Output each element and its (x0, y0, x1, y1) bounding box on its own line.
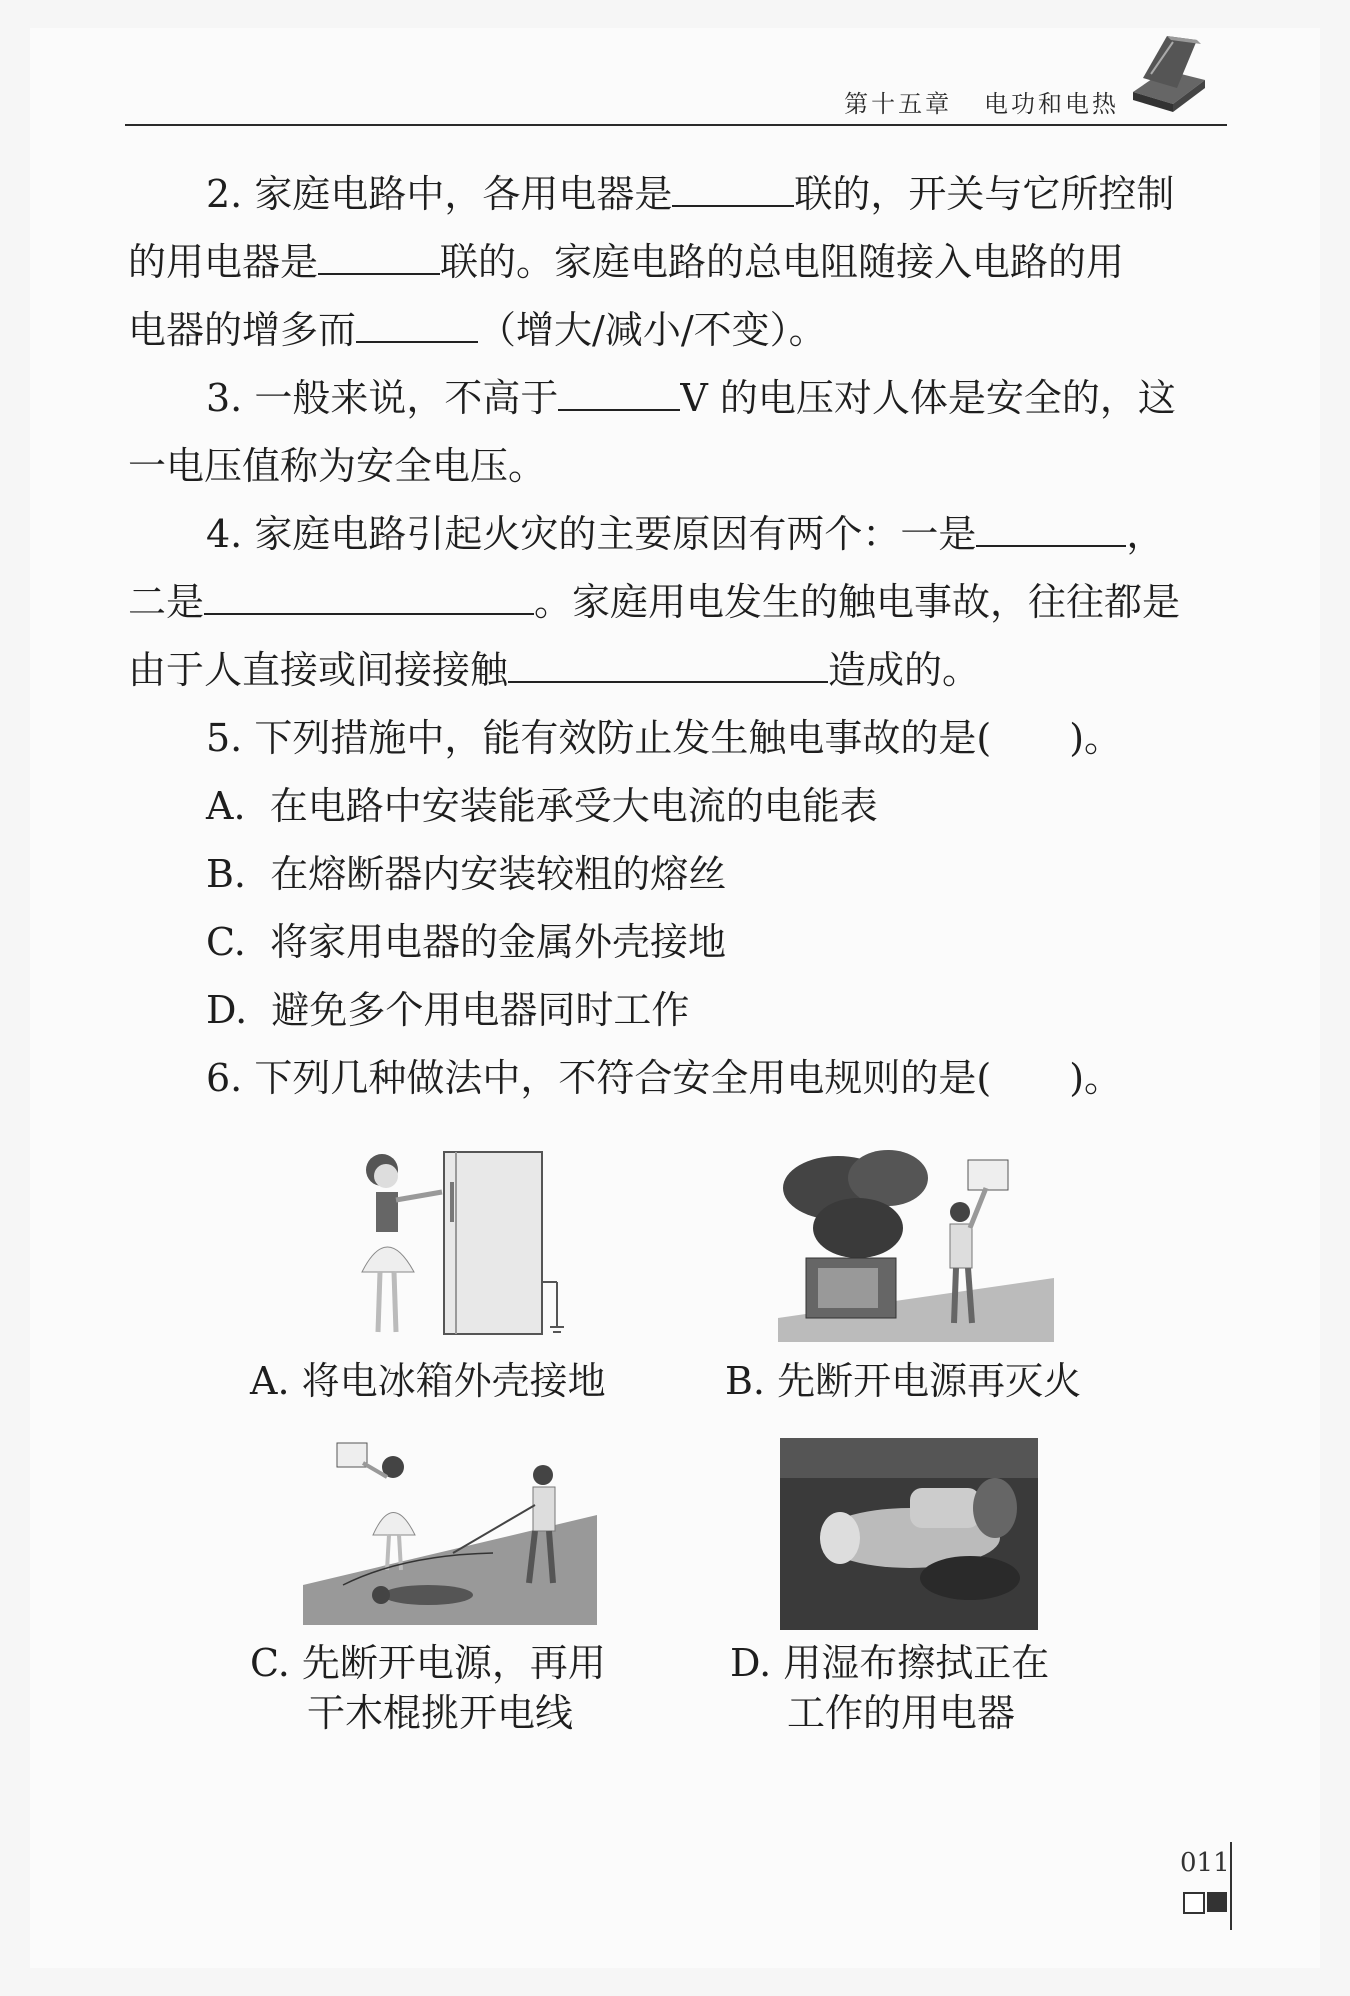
caption-c: C. 先断开电源，再用 干木棍挑开电线 (250, 1641, 606, 1735)
question-4-line2: 二是 。家庭用电发生的触电事故，往往都是 (128, 580, 1181, 624)
blank-3[interactable] (558, 375, 680, 411)
questions (128, 160, 1228, 1112)
question-2: 2. 家庭电路中，各用电器是 联的，开关与它所控制 (206, 172, 1175, 216)
option-5c[interactable]: C. 将家用电器的金属外壳接地 (206, 920, 726, 964)
question-5: 5. 下列措施中，能有效防止发生触电事故的是( )。 (206, 716, 1123, 760)
chapter-title: 第十五章 电功和电热 (844, 90, 1119, 118)
figure-d-wiping[interactable] (780, 1438, 1038, 1630)
blank-2b[interactable] (318, 239, 440, 275)
blank-4b[interactable] (204, 579, 534, 615)
caption-d: D. 用湿布擦拭正在 工作的用电器 (730, 1641, 1050, 1735)
blank-4a[interactable] (976, 511, 1126, 547)
option-5b[interactable]: B. 在熔断器内安装较粗的熔丝 (206, 852, 727, 896)
filled-square-icon (1207, 1892, 1227, 1912)
book-icon (1127, 34, 1209, 116)
caption-b: B. 先断开电源再灭火 (725, 1359, 1082, 1403)
question-6: 6. 下列几种做法中，不符合安全用电规则的是( )。 (206, 1056, 1123, 1100)
figure-a-fridge[interactable] (352, 1142, 582, 1342)
question-2-line2: 的用电器是 联的。家庭电路的总电阻随接入电路的用 (128, 240, 1125, 284)
figure-c-rescue[interactable] (303, 1435, 597, 1625)
question-4-line3: 由于人直接或间接接触 造成的。 (128, 648, 981, 692)
blank-2a[interactable] (672, 171, 794, 207)
blank-2c[interactable] (356, 307, 478, 343)
option-5a[interactable]: A. 在电路中安装能承受大电流的电能表 (206, 784, 878, 828)
blank-4c[interactable] (508, 647, 828, 683)
page-number: 011 (1180, 1848, 1230, 1878)
outline-square-icon (1183, 1892, 1205, 1914)
footer-rule (1230, 1842, 1232, 1930)
question-4: 4. 家庭电路引起火灾的主要原因有两个：一是 ， (206, 512, 1165, 556)
figure-b-fire[interactable] (778, 1148, 1054, 1342)
option-5d[interactable]: D. 避免多个用电器同时工作 (206, 988, 690, 1032)
question-3: 3. 一般来说，不高于 V 的电压对人体是安全的，这 (206, 376, 1176, 420)
caption-a: A. 将电冰箱外壳接地 (250, 1359, 606, 1403)
question-2-line3: 电器的增多而 （增大/减小/不变）。 (128, 308, 827, 352)
question-3-line2: 一电压值称为安全电压。 (128, 444, 547, 488)
page-header (125, 72, 1227, 126)
